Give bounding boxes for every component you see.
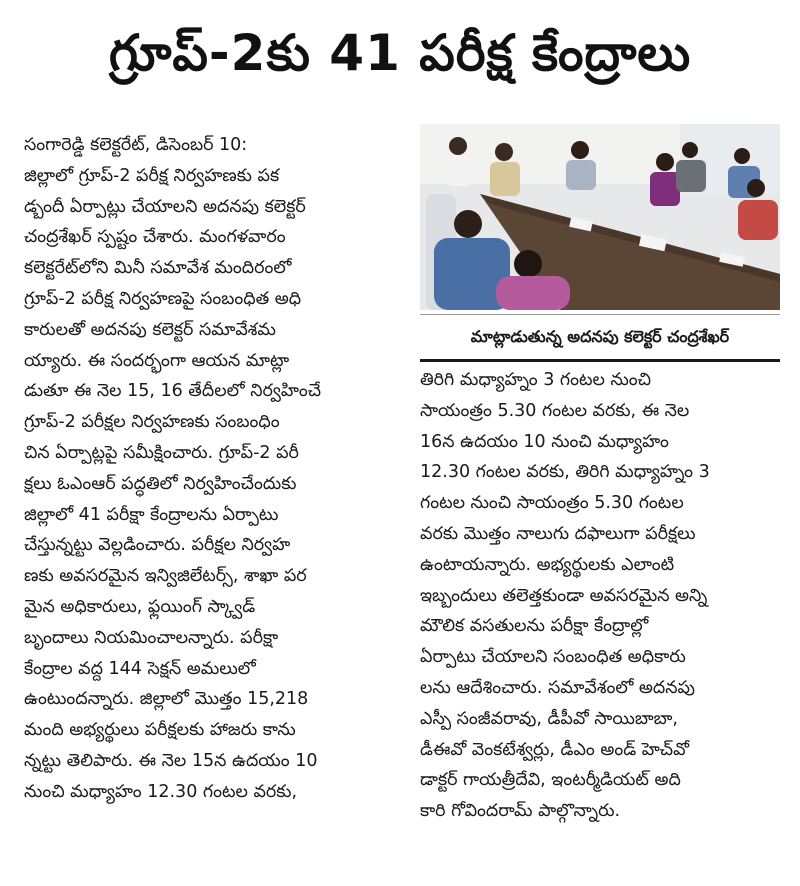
text-line: క్షలు ఓఎంఆర్‌ పద్ధతిలో నిర్వహించేందుకు [24, 473, 297, 494]
text-line: గ్రూప్‌-2 పరీక్షల నిర్వహణకు సంబంధిం [24, 412, 280, 433]
text-line: ఉంటుందన్నారు. జిల్లాలో మొత్తం 15,218 [24, 689, 309, 710]
text-line: కారి గోవిందరామ్‌ పాల్గొన్నారు. [420, 801, 621, 822]
text-line: య్యారు. ఈ సందర్భంగా ఆయన మాట్లా [24, 350, 290, 371]
text-line: సంగారెడ్డి కలెక్టరేట్‌, డిసెంబర్‌ 10: [24, 135, 248, 155]
right-column [420, 365, 785, 827]
photo-caption: మాట్లాడుతున్న అదనపు కలెక్టర్‌ చంద్రశేఖర్‌ [420, 314, 780, 362]
text-line: కారులతో అదనపు కలెక్టర్‌ సమావేశమ [24, 319, 276, 340]
text-line: ఎస్పీ సంజీవరావు, డీపీవో సాయిబాబా, [420, 708, 678, 729]
meeting-photo [420, 124, 780, 310]
text-line: మంది అభ్యర్థులు పరీక్షలకు హాజరు కాను [24, 720, 296, 741]
text-line: బృందాలు నియమించాలన్నారు. పరీక్షా [24, 627, 279, 648]
text-line: మైన అధికారులు, ఫ్లయింగ్‌ స్క్వాడ్‌ [24, 596, 256, 617]
text-line: 16న ఉదయం 10 నుంచి మధ్యాహం [420, 431, 669, 452]
left-column [24, 130, 396, 808]
text-line: తిరిగి మధ్యాహ్నం 3 గంటల నుంచి [420, 370, 652, 390]
text-line: 12.30 గంటల వరకు, తిరిగి మధ్యాహ్నం 3 [420, 462, 710, 483]
text-line: గంటల నుంచి సాయంత్రం 5.30 గంటల [420, 493, 684, 514]
text-line: కలెక్టరేట్‌లోని మినీ సమావేశ మందిరంలో [24, 258, 292, 279]
text-line: ఇబ్బందులు తలెత్తకుండా అవసరమైన అన్ని [420, 585, 708, 606]
headline: గ్రూప్‌-2కు 41 పరీక్ష కేంద్రాలు [108, 24, 692, 82]
text-line: డుతూ ఈ నెల 15, 16 తేదీలలో నిర్వహించే [24, 381, 321, 402]
text-line: జిల్లాలో 41 పరీక్షా కేంద్రాలను ఏర్పాటు [24, 504, 279, 525]
text-line: వరకు మొత్తం నాలుగు దఫాలుగా పరీక్షలు [420, 523, 696, 544]
text-line: జిల్లాలో గ్రూప్‌-2 పరీక్ష నిర్వహణకు పక [24, 165, 280, 186]
text-line: డీఈవో వెంకటేశ్వర్లు, డీఎం అండ్‌ హెచ్‌వో [420, 739, 689, 760]
text-line: నుంచి మధ్యాహం 12.30 గంటల వరకు, [24, 781, 298, 802]
text-line: మౌలిక వసతులను పరీక్షా కేంద్రాల్లో [420, 616, 649, 637]
text-line: ఏర్పాటు చేయాలని సంబంధిత అధికారు [420, 647, 686, 668]
meeting-photo-illustration [420, 124, 780, 310]
text-line: న్నట్టు తెలిపారు. ఈ నెల 15న ఉదయం 10 [24, 750, 318, 771]
text-line: చంద్రశేఖర్‌ స్పష్టం చేశారు. మంగళవారం [24, 227, 286, 248]
text-line: చేస్తున్నట్టు వెల్లడించారు. పరీక్షల నిర్వహ [24, 535, 291, 556]
text-line: ఉంటాయన్నారు. అభ్యర్థులకు ఎలాంటి [420, 554, 675, 575]
text-line: చిన ఏర్పాట్లపై సమీక్షించారు. గ్రూప్‌-2 పరీ [24, 442, 299, 463]
text-line: కేంద్రాల వద్ద 144 సెక్షన్‌ అమలులో [24, 658, 256, 679]
text-line: డ్బందీ ఏర్పాట్లు చేయాలని అదనపు కలెక్టర్‌ [24, 196, 306, 217]
text-line: గ్రూప్‌-2 పరీక్ష నిర్వహణపై సంబంధిత అధి [24, 288, 302, 309]
text-line: డాక్టర్‌ గాయత్రీదేవి, ఇంటర్మీడియట్‌ అది [420, 770, 681, 791]
text-line: ణకు అవసరమైన ఇన్విజిలేటర్స్‌, శాఖా పర [24, 566, 307, 587]
text-line: లను ఆదేశించారు. సమావేశంలో అదనపు [420, 677, 696, 698]
text-line: సాయంత్రం 5.30 గంటల వరకు, ఈ నెల [420, 400, 690, 421]
